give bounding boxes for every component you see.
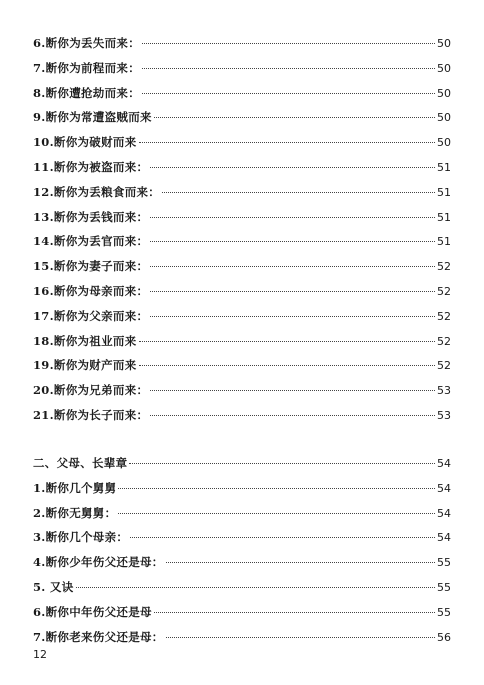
toc-entry-label: 19.断你为财产而来 bbox=[33, 358, 137, 373]
dot-leader bbox=[150, 291, 435, 292]
toc-entry-page: 53 bbox=[437, 384, 451, 398]
toc-entry-page: 50 bbox=[437, 61, 451, 75]
toc-entry-label: 14.断你为丢官而来： bbox=[33, 234, 149, 249]
toc-entry-page: 50 bbox=[437, 136, 451, 150]
toc-entry bbox=[33, 403, 451, 428]
dot-leader bbox=[154, 612, 435, 613]
toc-entry bbox=[33, 550, 451, 575]
toc-entry bbox=[33, 525, 451, 550]
toc-heading-page: 54 bbox=[437, 457, 451, 470]
toc-entry-label: 3.断你几个母亲： bbox=[33, 530, 129, 545]
toc-entry-label: 10.断你为破财而来 bbox=[33, 135, 137, 150]
toc-entry-page: 56 bbox=[437, 630, 451, 644]
toc-entry bbox=[33, 625, 451, 650]
toc-heading-label: 二、父母、长辈章 bbox=[33, 456, 128, 470]
toc-entry bbox=[33, 105, 451, 130]
toc-entry bbox=[33, 501, 451, 526]
dot-leader bbox=[118, 513, 435, 514]
toc-entry-label: 7.断你老来伤父还是母： bbox=[33, 629, 164, 644]
toc-section-b-entries bbox=[33, 476, 451, 650]
dot-leader bbox=[162, 192, 435, 193]
toc-entry-page: 52 bbox=[437, 260, 451, 274]
dot-leader bbox=[154, 117, 435, 118]
toc-entry bbox=[33, 353, 451, 378]
toc-entry bbox=[33, 130, 451, 155]
toc-entry-label: 13.断你为丢钱而来： bbox=[33, 209, 149, 224]
toc-entry-label: 21.断你为长子而来： bbox=[33, 407, 149, 422]
toc-entry bbox=[33, 81, 451, 106]
dot-leader bbox=[142, 43, 435, 44]
toc-entry-label: 5. 又诀 bbox=[33, 579, 74, 594]
toc-entry-page: 53 bbox=[437, 408, 451, 422]
toc-entry bbox=[33, 56, 451, 81]
toc-entry bbox=[33, 205, 451, 230]
toc-entry bbox=[33, 329, 451, 354]
toc-entry-page: 51 bbox=[437, 160, 451, 174]
toc-entry-page: 52 bbox=[437, 359, 451, 373]
dot-leader bbox=[130, 537, 435, 538]
toc-entry-label: 7.断你为前程而来： bbox=[33, 60, 141, 75]
toc-entry-label: 16.断你为母亲而来： bbox=[33, 283, 149, 298]
toc-entry-label: 4.断你少年伤父还是母： bbox=[33, 555, 164, 570]
dot-leader bbox=[150, 241, 435, 242]
toc-entry-page: 50 bbox=[437, 86, 451, 100]
toc-entry bbox=[33, 31, 451, 56]
toc-section-a bbox=[33, 31, 451, 428]
dot-leader bbox=[76, 587, 435, 588]
toc-entry bbox=[33, 600, 451, 625]
toc-entry-page: 51 bbox=[437, 210, 451, 224]
toc-entry bbox=[33, 304, 451, 329]
dot-leader bbox=[150, 217, 435, 218]
toc-entry-label: 11.断你为被盗而来： bbox=[33, 159, 149, 174]
dot-leader bbox=[139, 341, 435, 342]
toc-entry-label: 6.断你为丢失而来： bbox=[33, 36, 141, 50]
toc-entry-page: 54 bbox=[437, 531, 451, 545]
toc-entry-label: 20.断你为兄弟而来： bbox=[33, 383, 149, 398]
dot-leader bbox=[139, 365, 435, 366]
toc-entry-label: 1.断你几个舅舅 bbox=[33, 480, 117, 495]
toc-entry-page: 51 bbox=[437, 235, 451, 249]
dot-leader bbox=[142, 93, 435, 94]
toc-entry-page: 51 bbox=[437, 185, 451, 199]
toc-entry-label: 6.断你中年伤父还是母 bbox=[33, 604, 152, 619]
toc-entry bbox=[33, 229, 451, 254]
toc-entry-page: 50 bbox=[437, 111, 451, 125]
toc-entry-page: 50 bbox=[437, 37, 451, 50]
dot-leader bbox=[150, 316, 435, 317]
toc-entry-label: 15.断你为妻子而来： bbox=[33, 259, 149, 274]
toc-entry bbox=[33, 180, 451, 205]
toc-entry-label: 17.断你为父亲而来： bbox=[33, 308, 149, 323]
toc-entry bbox=[33, 378, 451, 403]
dot-leader bbox=[150, 415, 435, 416]
dot-leader bbox=[129, 463, 435, 464]
toc-entry-page: 52 bbox=[437, 309, 451, 323]
dot-leader bbox=[150, 266, 435, 267]
toc-entry-page: 52 bbox=[437, 334, 451, 348]
dot-leader bbox=[118, 488, 435, 489]
dot-leader bbox=[142, 68, 435, 69]
toc-entry-label: 12.断你为丢粮食而来： bbox=[33, 184, 161, 199]
toc-entry bbox=[33, 575, 451, 600]
toc-entry-label: 9.断你为常遭盗贼而来 bbox=[33, 110, 152, 125]
toc-entry-page: 54 bbox=[437, 506, 451, 520]
toc-entry bbox=[33, 476, 451, 501]
dot-leader bbox=[150, 390, 435, 391]
toc-entry-page: 55 bbox=[437, 605, 451, 619]
toc-section-heading bbox=[33, 451, 451, 476]
dot-leader bbox=[166, 637, 435, 638]
dot-leader bbox=[139, 142, 435, 143]
toc-entry-page: 55 bbox=[437, 556, 451, 570]
toc-entry-label: 8.断你遭抢劫而来： bbox=[33, 85, 141, 100]
toc-entry-page: 55 bbox=[437, 580, 451, 594]
toc-entry bbox=[33, 155, 451, 180]
dot-leader bbox=[166, 562, 435, 563]
toc-entry-label: 18.断你为祖业而来 bbox=[33, 333, 137, 348]
toc-entry-page: 54 bbox=[437, 481, 451, 495]
toc-entry-label: 2.断你无舅舅： bbox=[33, 505, 117, 520]
dot-leader bbox=[150, 167, 435, 168]
toc-entry-page: 52 bbox=[437, 284, 451, 298]
toc-entry bbox=[33, 254, 451, 279]
page-number: 12 bbox=[33, 648, 47, 661]
toc-section-b bbox=[33, 451, 451, 649]
toc-entry bbox=[33, 279, 451, 304]
